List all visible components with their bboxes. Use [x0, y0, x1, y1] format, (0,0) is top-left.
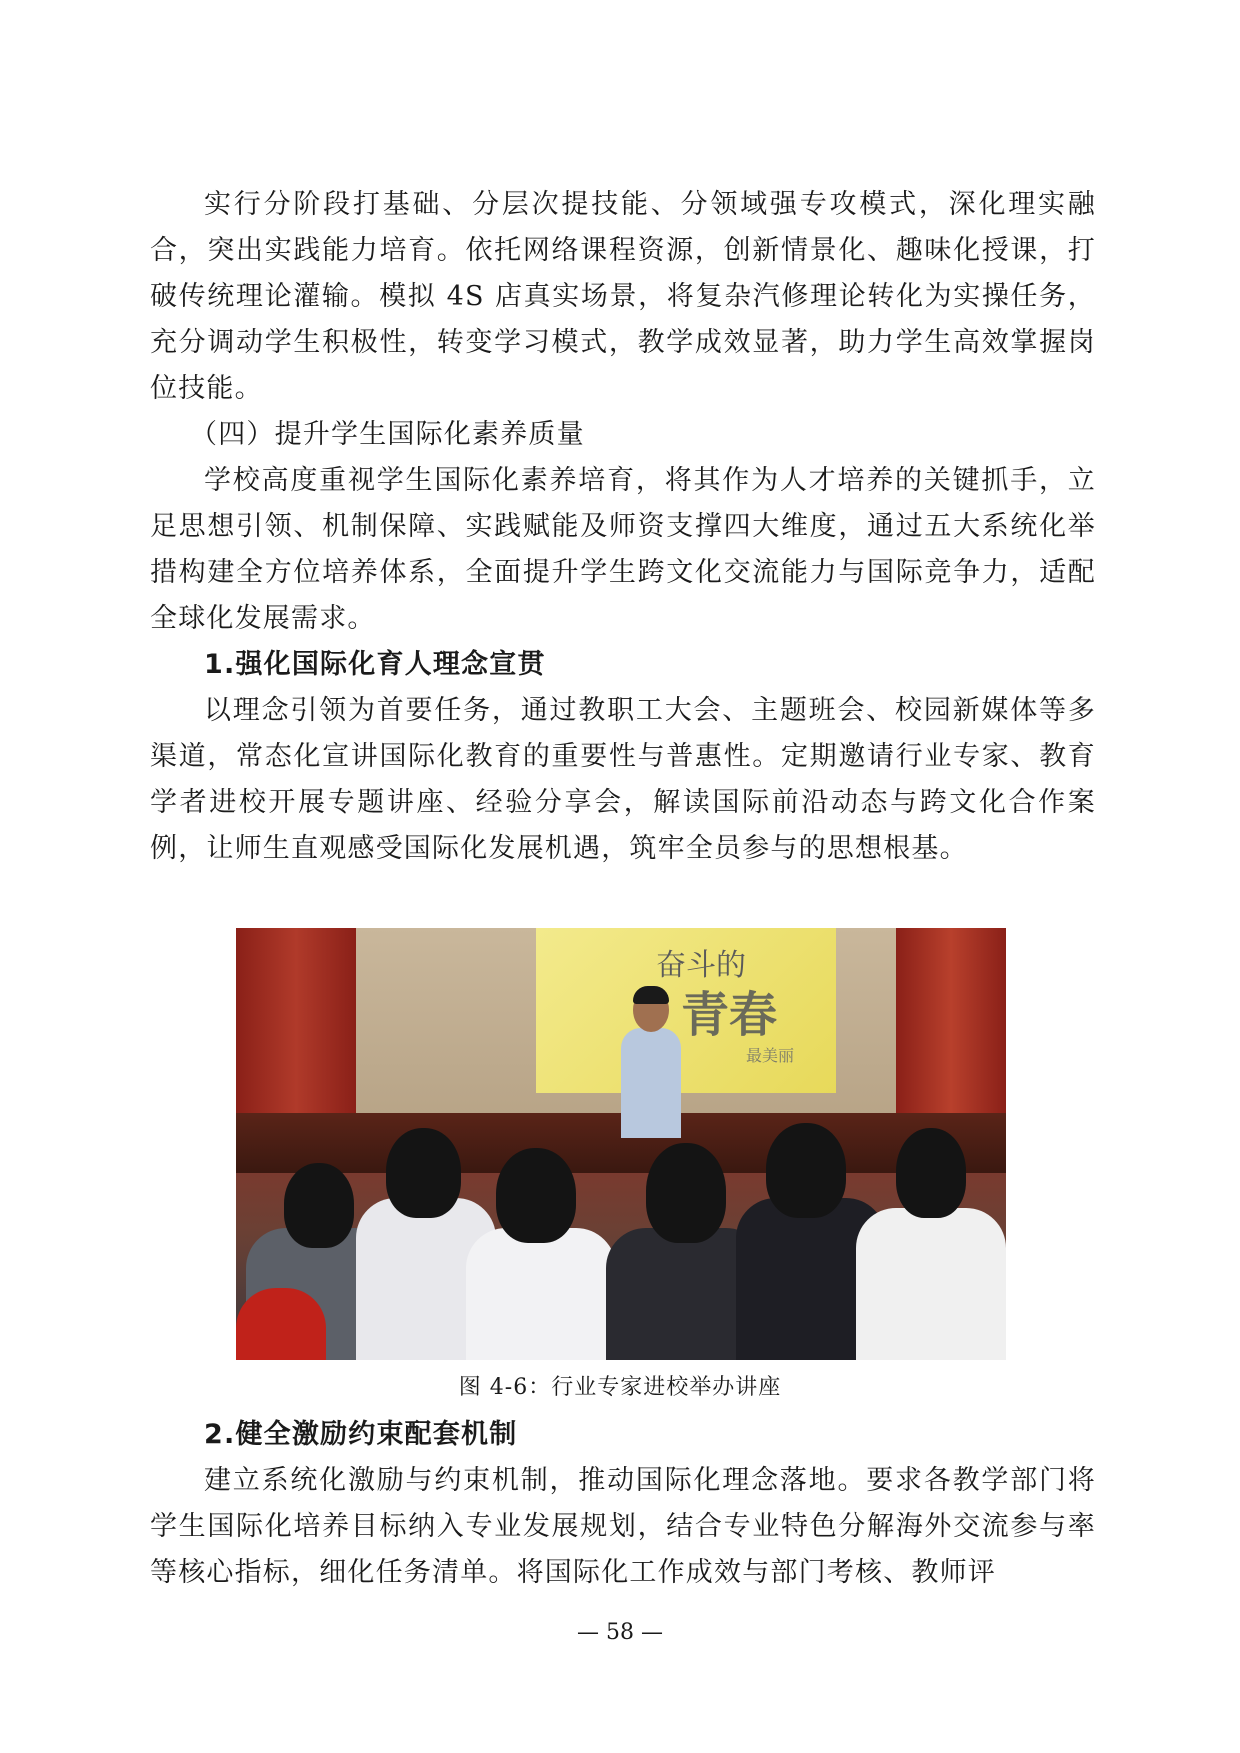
- figure-caption: 图 4-6：行业专家进校举办讲座: [458, 1375, 782, 1400]
- screen-text-3: 最美丽: [746, 1046, 795, 1065]
- audience-member: [856, 1208, 1006, 1360]
- speaker-body: [621, 1028, 681, 1138]
- body-text-upper: [150, 182, 1096, 872]
- body-text-lower: [150, 1412, 1096, 1596]
- audience-head: [896, 1128, 966, 1218]
- section-four-paragraph: 学校高度重视学生国际化素养培育，将其作为人才培养的关键抓手，立足思想引领、机制保障、实践赋能及师资支撑四大维度，通过五大系统化举措构建全方位培养体系，全面提升学生跨文化交流能力与国际竞争力，适配全球化发展需求。: [150, 465, 1096, 634]
- audience-head: [496, 1148, 576, 1243]
- intro-paragraph: 实行分阶段打基础、分层次提技能、分领域强专攻模式，深化理实融合，突出实践能力培育。依托网络课程资源，创新情景化、趣味化授课，打破传统理论灌输。模拟 4S 店真实场景，将复杂汽修理论转化为实操任务，充分调动学生积极性，转变学习模式，教学成效显著，助力学生高效掌握岗位技能。: [150, 189, 1096, 404]
- photo-curtain-left: [236, 928, 356, 1128]
- item-two-heading: 2.健全激励约束配套机制: [204, 1419, 518, 1450]
- item-two-paragraph: 建立系统化激励与约束机制，推动国际化理念落地。要求各教学部门将学生国际化培养目标纳入专业发展规划，结合专业特色分解海外交流参与率等核心指标，细化任务清单。将国际化工作成效与部门考核、教师评: [150, 1465, 1096, 1588]
- item-one-paragraph: 以理念引领为首要任务，通过教职工大会、主题班会、校园新媒体等多渠道，常态化宣讲国际化教育的重要性与普惠性。定期邀请行业专家、教育学者进校开展专题讲座、经验分享会，解读国际前沿动态与跨文化合作案例，让师生直观感受国际化发展机遇，筑牢全员参与的思想根基。: [150, 695, 1096, 864]
- speaker-hair: [633, 986, 669, 1004]
- screen-text-1: 奋斗的: [656, 948, 746, 983]
- audience-head: [284, 1163, 354, 1248]
- audience-head: [766, 1123, 846, 1218]
- projection-screen: [536, 928, 836, 1093]
- lecture-photo: [236, 928, 1006, 1360]
- audience-head: [386, 1128, 461, 1218]
- section-four-heading: （四）提升学生国际化素养质量: [190, 419, 585, 450]
- item-one-heading: 1.强化国际化育人理念宣贯: [204, 649, 546, 680]
- screen-text-2: 青春: [681, 987, 778, 1043]
- audience-member: [466, 1228, 616, 1360]
- page-number: — 58 —: [577, 1620, 663, 1645]
- photo-curtain-right: [896, 928, 1006, 1138]
- audience-member: [236, 1288, 326, 1360]
- audience-head: [646, 1143, 726, 1243]
